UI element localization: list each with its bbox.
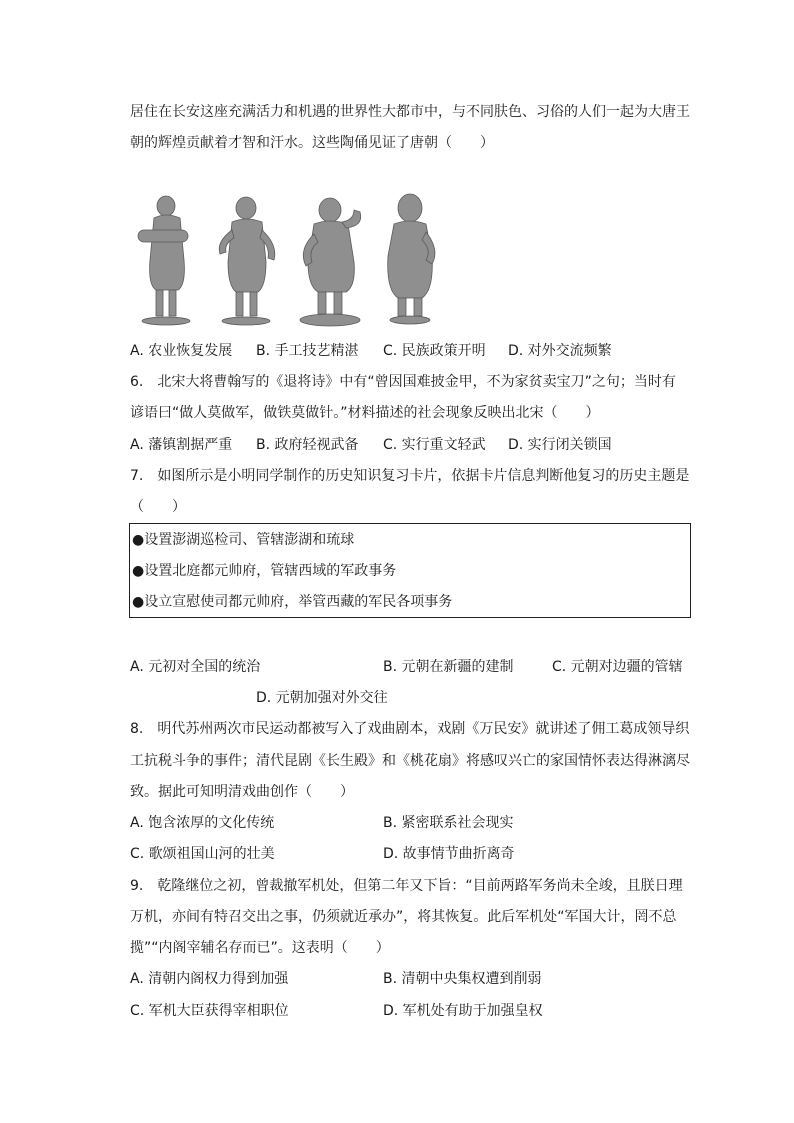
review-card-item-2: ●设置北庭都元帅府，管辖西域的军政事务 [132,563,397,579]
q8-option-a: A. 饱含浓厚的文化传统 [130,815,275,831]
q6-option-a: A. 藩镇割据严重 [130,437,233,453]
q8-line-3: 致。据此可知明清戏曲创作（ ） [130,784,354,800]
figurine-1 [138,196,190,325]
q9-option-a: A. 清朝内阁权力得到加强 [130,971,289,987]
q6-option-d: D. 实行闭关锁国 [508,437,612,453]
q7-option-b: B. 元朝在新疆的建制 [383,659,514,675]
q8-line-1: 8. 明代苏州两次市民运动都被写入了戏曲剧本，戏剧《万民安》就讲述了佣工葛成领导织 [130,721,690,737]
q5-option-a: A. 农业恢复发展 [130,343,233,359]
q8-line-2: 工抗税斗争的事件；清代昆剧《长生殿》和《桃花扇》将感叹兴亡的家国情怀表达得淋漓尽 [130,753,690,769]
review-card [129,523,691,618]
q5-option-b: B. 手工技艺精湛 [256,343,359,359]
review-card-item-3: ●设立宣慰使司都元帅府，举管西藏的军民各项事务 [132,594,453,610]
q7-option-d: D. 元朝加强对外交往 [256,690,388,706]
q9-line-3: 揽”“内阁宰辅名存而已”。这表明（ ） [130,940,390,956]
q8-option-b: B. 紧密联系社会现实 [383,815,514,831]
q7-option-a: A. 元初对全国的统治 [130,659,261,675]
intro-line-1: 居住在长安这座充满活力和机遇的世界性大都市中，与不同肤色、习俗的人们一起为大唐王 [130,104,690,120]
review-card-item-1: ●设置澎湖巡检司、管辖澎湖和琉球 [132,532,355,548]
q8-option-c: C. 歌颂祖国山河的壮美 [130,846,275,862]
figurine-2 [219,197,275,325]
q9-option-c: C. 军机大臣获得宰相职位 [130,1003,289,1019]
tang-pottery-figurines-image [128,190,448,330]
q6-option-c: C. 实行重文轻武 [383,437,486,453]
q8-option-d: D. 故事情节曲折离奇 [383,846,515,862]
q7-line-2: （ ） [130,499,186,515]
q6-line-1: 6. 北宋大将曹翰写的《退将诗》中有“曾因国难披金甲，不为家贫卖宝刀”之句；当时有 [130,374,676,390]
q9-option-b: B. 清朝中央集权遭到削弱 [383,971,542,987]
q9-line-2: 万机，亦间有特召交出之事，仍须就近承办”，将其恢复。此后军机处“军国大计，罔不总 [130,909,677,925]
q6-option-b: B. 政府轻视武备 [256,437,359,453]
figurine-4 [388,194,435,324]
figurine-3 [300,198,361,326]
q6-line-2: 谚语曰“做人莫做军，做铁莫做针。”材料描述的社会现象反映出北宋（ ） [130,405,600,421]
q5-option-d: D. 对外交流频繁 [508,343,612,359]
q5-option-c: C. 民族政策开明 [383,343,486,359]
q9-option-d: D. 军机处有助于加强皇权 [383,1003,543,1019]
q7-option-c: C. 元朝对边疆的管辖 [552,659,683,675]
intro-line-2: 朝的辉煌贡献着才智和汗水。这些陶俑见证了唐朝（ ） [130,135,494,151]
q9-line-1: 9. 乾隆继位之初，曾裁撤军机处，但第二年又下旨：“目前两路军务尚未全竣，且朕日理 [130,878,683,894]
q7-line-1: 7. 如图所示是小明同学制作的历史知识复习卡片，依据卡片信息判断他复习的历史主题是 [130,468,690,484]
